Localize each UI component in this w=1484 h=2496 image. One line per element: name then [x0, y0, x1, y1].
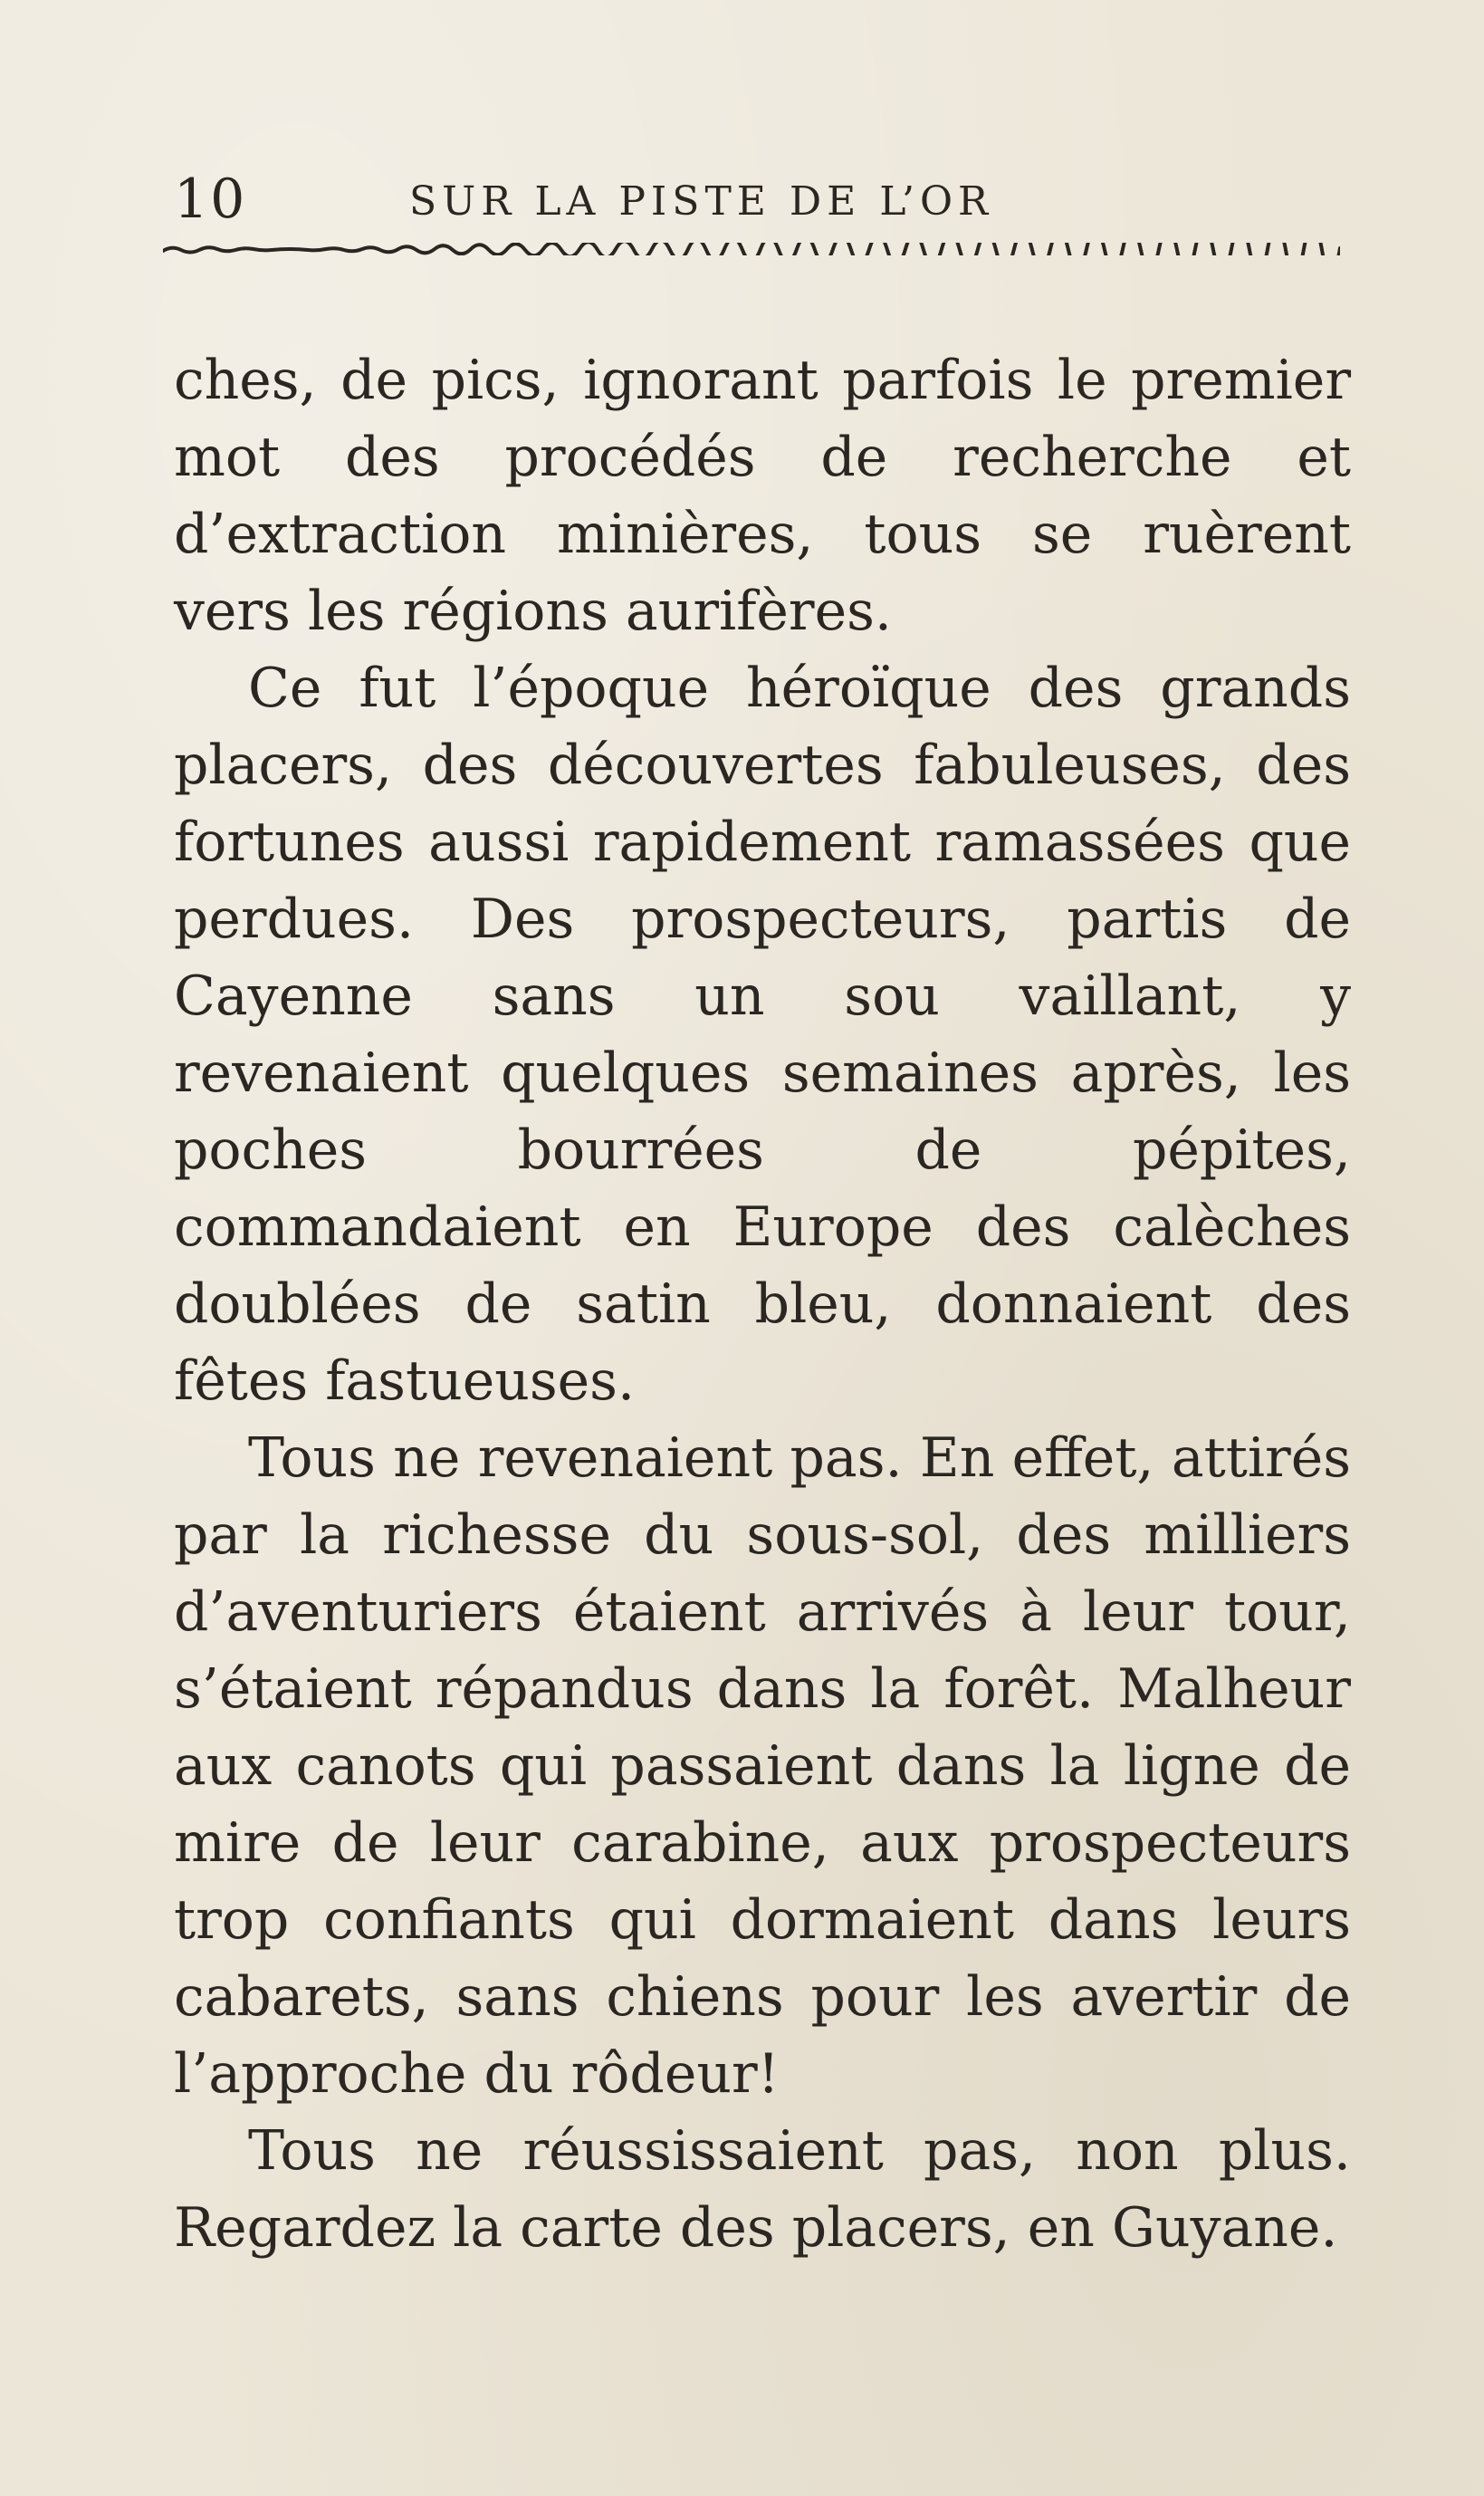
paragraph: Ce fut l’époque héroïque des grands placers, des découvertes fabuleuses, des fortunes aussi rapidement ramassées que perdues. Des prospecteurs, partis de Cayenne sans un sou vaillant, y revenaient quelques semaines après, les poches bourrées de pépites, commandaient en Europe des calèches doublées de satin bleu, donnaient des fêtes fastueuses.	[174, 657, 1351, 1413]
running-title: SUR LA PISTE DE L’OR	[409, 178, 994, 225]
paragraph: Tous ne revenaient pas. En effet, attirés par la richesse du sous-sol, des milliers d’aventuriers étaient arrivés à leur tour, s’étaient répandus dans la forêt. Malheur aux canots qui passaient dans la ligne de mire de leur carabine, aux prospecteurs trop confiants qui dormaient dans leurs cabarets, sans chiens pour les avertir de l’approche du rôdeur!	[174, 1426, 1351, 2106]
page-number: 10	[174, 168, 247, 231]
body-text	[174, 342, 1351, 2267]
paragraph: ches, de pics, ignorant parfois le premier mot des procédés de recherche et d’extraction minières, tous se ruèrent vers les régions aurifères.	[174, 349, 1351, 643]
paragraph: Tous ne réussissaient pas, non plus. Regardez la carte des placers, en Guyane.	[174, 2119, 1351, 2260]
decorative-rule	[163, 243, 1340, 255]
page-header	[174, 163, 1342, 235]
